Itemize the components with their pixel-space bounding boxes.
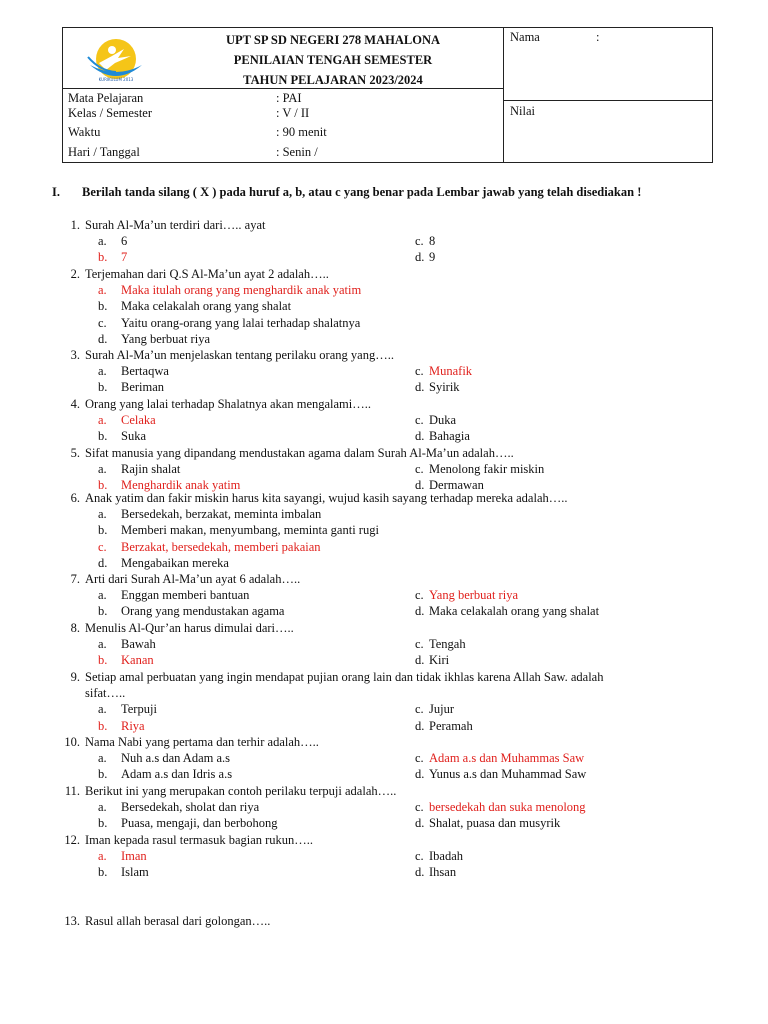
option-text: Dermawan (429, 478, 484, 493)
option-label: c. (415, 800, 424, 815)
option-label: a. (98, 234, 107, 249)
option-text: Yang berbuat riya (429, 588, 518, 603)
option-label: a. (98, 364, 107, 379)
table-divider (503, 100, 712, 101)
question-number: 2. (70, 267, 80, 281)
question-text: Surah Al-Ma’un terdiri dari….. ayat (85, 218, 266, 232)
option-text: Islam (121, 865, 149, 880)
option-label: b. (98, 523, 108, 538)
kurikulum-logo (82, 35, 148, 85)
option-label: b. (98, 478, 108, 493)
nilai-label: Nilai (510, 104, 535, 118)
question-text: Anak yatim dan fakir miskin harus kita sayangi, wujud kasih sayang terhadap mereka adalah….. (85, 491, 568, 505)
option-text: Yaitu orang-orang yang lalai terhadap shalatnya (121, 315, 361, 330)
option-label: d. (415, 604, 425, 619)
question-number: 3. (70, 348, 80, 362)
option-label: b. (98, 767, 108, 782)
option-text: Peramah (429, 718, 473, 733)
question-text-continued: sifat….. (85, 686, 126, 701)
option-label: d. (415, 718, 425, 733)
question-text: Iman kepada rasul termasuk bagian rukun….. (85, 833, 314, 847)
option-label: a. (98, 849, 107, 864)
option-text: Bersedekah, berzakat, meminta imbalan (121, 507, 322, 522)
option-label: a. (98, 702, 107, 717)
option-label: b. (98, 718, 108, 733)
option-text: Kanan (121, 653, 154, 668)
option-text: Enggan memberi bantuan (121, 588, 250, 603)
option-text: Kiri (429, 653, 450, 668)
question-text: Rasul allah berasal dari golongan….. (85, 914, 271, 928)
option-label: a. (98, 637, 107, 652)
option-text: Syirik (429, 380, 460, 395)
info-value: : Senin / (276, 145, 318, 159)
option-text: Ihsan (429, 865, 457, 880)
instruction-text: Berilah tanda silang ( X ) pada huruf a, b, atau c yang benar pada Lembar jawab yang telah disediakan ! (82, 185, 642, 199)
option-text: Adam a.s dan Idris a.s (121, 767, 233, 782)
option-text: Beriman (121, 380, 165, 395)
logo-text: KURIKULUM 2013 (98, 77, 134, 82)
question-number: 10. (64, 735, 80, 749)
option-text: 7 (121, 250, 128, 265)
option-label: d. (415, 767, 425, 782)
option-text: Celaka (121, 413, 156, 428)
option-text: Bahagia (429, 429, 470, 444)
option-label: b. (98, 429, 108, 444)
option-text: Duka (429, 413, 457, 428)
option-label: d. (415, 380, 425, 395)
option-label: c. (415, 588, 424, 603)
option-text: Iman (121, 849, 147, 864)
option-label: c. (415, 462, 424, 477)
school-name: UPT SP SD NEGERI 278 MAHALONA (225, 33, 441, 47)
option-text: Riya (121, 718, 145, 733)
academic-year: TAHUN PELAJARAN 2023/2024 (243, 73, 423, 87)
info-value: : 90 menit (276, 125, 327, 139)
option-text: Maka celakalah orang yang shalat (121, 299, 292, 314)
option-label: d. (98, 555, 108, 570)
option-text: Memberi makan, menyumbang, meminta ganti rugi (121, 523, 379, 538)
option-text: Bawah (121, 637, 156, 652)
question-text: Sifat manusia yang dipandang mendustakan agama dalam Surah Al-Ma’un adalah….. (85, 446, 514, 460)
info-key: Mata Pelajaran (68, 91, 144, 105)
option-label: c. (98, 539, 107, 554)
option-text: Shalat, puasa dan musyrik (429, 816, 561, 831)
option-text: 6 (121, 234, 128, 249)
info-value: : PAI (276, 91, 302, 105)
option-label: d. (415, 653, 425, 668)
option-text: Bertaqwa (121, 364, 169, 379)
question-number: 1. (70, 218, 80, 232)
exam-title: PENILAIAN TENGAH SEMESTER (233, 53, 433, 67)
question-number: 4. (70, 397, 80, 411)
question-number: 9. (70, 670, 80, 684)
option-text: Yunus a.s dan Muhammad Saw (429, 767, 587, 782)
option-text: Puasa, mengaji, dan berbohong (121, 816, 278, 831)
option-label: a. (98, 800, 107, 815)
option-label: a. (98, 462, 107, 477)
header-table (62, 27, 713, 163)
option-text: Suka (121, 429, 146, 444)
option-text: 8 (429, 234, 436, 249)
option-text: Jujur (429, 702, 454, 717)
option-text: Maka celakalah orang yang shalat (429, 604, 600, 619)
option-text: Adam a.s dan Muhammas Saw (429, 751, 585, 766)
info-key: Hari / Tanggal (68, 145, 140, 159)
option-text: Yang berbuat riya (121, 331, 210, 346)
option-text: Bersedekah, sholat dan riya (121, 800, 260, 815)
nama-label: Nama (510, 30, 540, 44)
question-text: Nama Nabi yang pertama dan terhir adalah….. (85, 735, 319, 749)
option-text: Nuh a.s dan Adam a.s (121, 751, 231, 766)
question-number: 6. (70, 491, 80, 505)
option-text: Orang yang mendustakan agama (121, 604, 285, 619)
option-label: b. (98, 653, 108, 668)
question-number: 12. (64, 833, 80, 847)
option-text: Rajin shalat (121, 462, 181, 477)
option-label: a. (98, 283, 107, 298)
question-number: 8. (70, 621, 80, 635)
option-text: Terpuji (121, 702, 157, 717)
option-label: a. (98, 588, 107, 603)
option-text: Menghardik anak yatim (121, 478, 241, 493)
option-label: c. (98, 315, 107, 330)
option-label: d. (415, 816, 425, 831)
option-label: b. (98, 865, 108, 880)
option-text: Munafik (429, 364, 473, 379)
option-label: c. (415, 413, 424, 428)
option-label: a. (98, 751, 107, 766)
question-number: 5. (70, 446, 80, 460)
question-number: 11. (64, 784, 80, 798)
option-label: b. (98, 816, 108, 831)
question-text: Berikut ini yang merupakan contoh perilaku terpuji adalah….. (85, 784, 397, 798)
option-text: Maka itulah orang yang menghardik anak yatim (121, 283, 362, 298)
option-text: Berzakat, bersedekah, memberi pakaian (121, 539, 321, 554)
option-label: c. (415, 364, 424, 379)
option-label: c. (415, 234, 424, 249)
question-text: Setiap amal perbuatan yang ingin mendapat pujian orang lain dan tidak ikhlas karena Allah Saw. adalah (85, 670, 604, 684)
option-label: d. (415, 865, 425, 880)
info-value: : V / II (276, 106, 310, 120)
question-number: 13. (64, 914, 80, 928)
question-text: Arti dari Surah Al-Ma’un ayat 6 adalah….. (85, 572, 301, 586)
option-text: 9 (429, 250, 436, 265)
option-label: a. (98, 507, 107, 522)
school-heading (173, 30, 493, 90)
option-text: Mengabaikan mereka (121, 555, 229, 570)
option-label: a. (98, 413, 107, 428)
option-label: c. (415, 751, 424, 766)
option-text: Menolong fakir miskin (429, 462, 545, 477)
option-label: d. (415, 429, 425, 444)
option-label: b. (98, 250, 108, 265)
option-label: d. (415, 250, 425, 265)
question-number: 7. (70, 572, 80, 586)
option-label: b. (98, 604, 108, 619)
option-label: d. (98, 331, 108, 346)
question-text: Surah Al-Ma’un menjelaskan tentang perilaku orang yang….. (85, 348, 394, 362)
option-label: c. (415, 637, 424, 652)
option-text: Tengah (429, 637, 466, 652)
option-label: c. (415, 849, 424, 864)
option-text: Ibadah (429, 849, 464, 864)
question-text: Menulis Al-Qur’an harus dimulai dari….. (85, 621, 294, 635)
question-text: Terjemahan dari Q.S Al-Ma’un ayat 2 adalah….. (85, 267, 329, 281)
nama-colon: : (596, 30, 600, 44)
question-text: Orang yang lalai terhadap Shalatnya akan mengalami….. (85, 397, 372, 411)
option-label: c. (415, 702, 424, 717)
info-key: Waktu (68, 125, 101, 139)
option-label: b. (98, 380, 108, 395)
section-number: I. (52, 185, 60, 199)
option-label: d. (415, 478, 425, 493)
info-key: Kelas / Semester (68, 106, 153, 120)
option-label: b. (98, 299, 108, 314)
table-divider (503, 28, 504, 162)
option-text: bersedekah dan suka menolong (429, 800, 586, 815)
